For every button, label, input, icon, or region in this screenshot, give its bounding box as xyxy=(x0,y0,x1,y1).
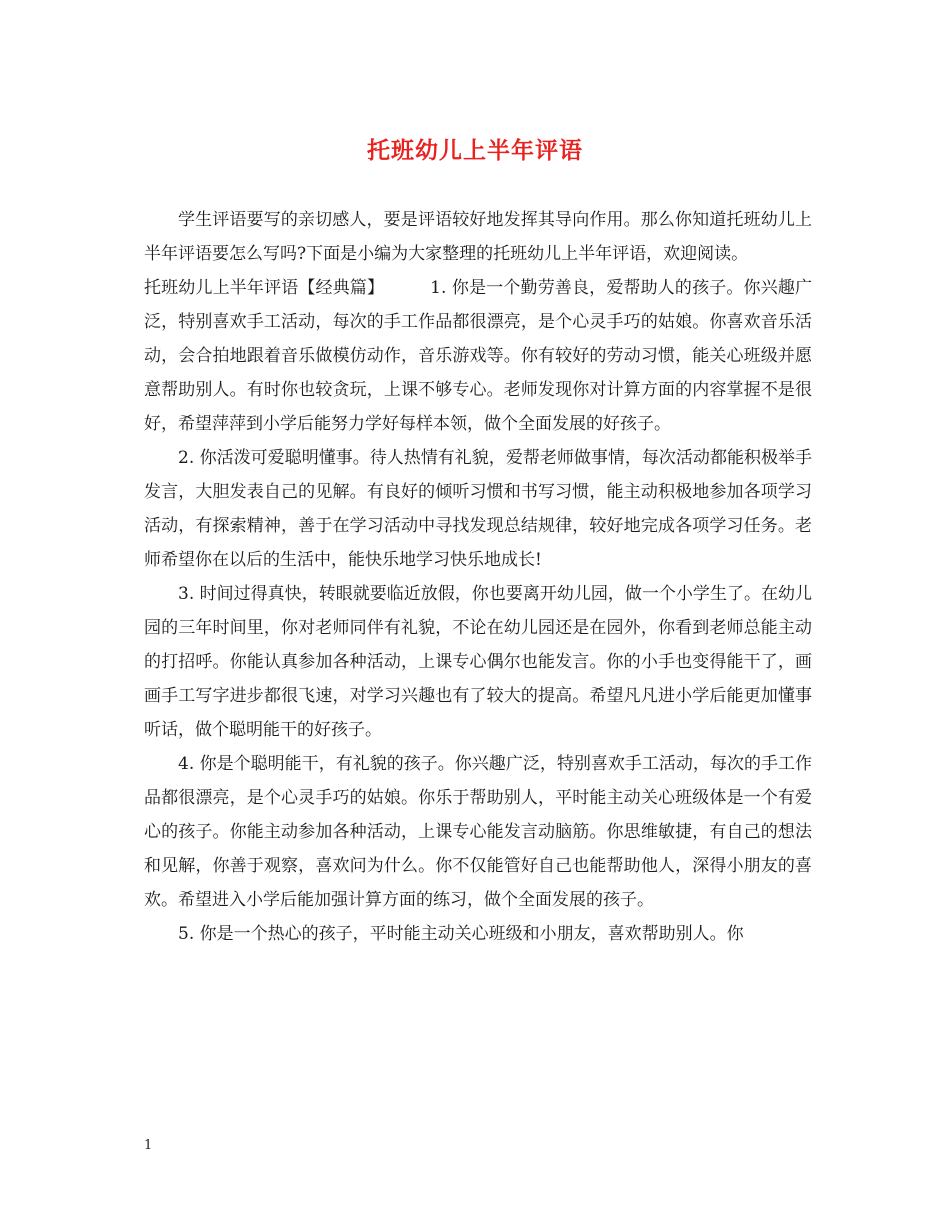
intro-paragraph: 学生评语要写的亲切感人，要是评语较好地发挥其导向作用。那么你知道托班幼儿上半年评语要怎么写吗?下面是小编为大家整理的托班幼儿上半年评语，欢迎阅读。 xyxy=(144,210,812,264)
comment-item-5: 5. 你是一个热心的孩子，平时能主动关心班级和小朋友，喜欢帮助别人。你 xyxy=(178,924,744,944)
page-number: 1 xyxy=(144,1138,153,1153)
document-body xyxy=(144,203,812,951)
section-paragraph xyxy=(144,271,812,441)
comment-item-1: 1. 你是一个勤劳善良，爱帮助人的孩子。你兴趣广泛，特别喜欢手工活动，每次的手工作品都很漂亮，是个心灵手巧的姑娘。你喜欢音乐活动，会合拍地跟着音乐做模仿动作，音乐游戏等。你有较好的劳动习惯，能关心班级并愿意帮助别人。有时你也较贪玩，上课不够专心。老师发现你对计算方面的内容掌握不是很好，希望萍萍到小学后能努力学好每样本领，做个全面发展的好孩子。 xyxy=(144,278,813,434)
section-heading: 托班幼儿上半年评语【经典篇】 xyxy=(144,278,385,298)
comment-item-3: 3. 时间过得真快，转眼就要临近放假，你也要离开幼儿园，做一个小学生了。在幼儿园的三年时间里，你对老师同伴有礼貌，不论在幼儿园还是在园外，你看到老师总能主动的打招呼。你能认真参加各种活动，上课专心偶尔也能发言。你的小手也变得能干了，画画手工写字进步都很飞速，对学习兴趣也有了较大的提高。希望凡凡进小学后能更加懂事听话，做个聪明能干的好孩子。 xyxy=(144,584,812,740)
document-title: 托班幼儿上半年评语 xyxy=(367,137,583,164)
comment-item-4: 4. 你是个聪明能干，有礼貌的孩子。你兴趣广泛，特别喜欢手工活动，每次的手工作品都很漂亮，是个心灵手巧的姑娘。你乐于帮助别人，平时能主动关心班级体是一个有爱心的孩子。你能主动参加各种活动，上课专心能发言动脑筋。你思维敏捷，有自己的想法和见解，你善于观察，喜欢问为什么。你不仅能管好自己也能帮助他人，深得小朋友的喜欢。希望进入小学后能加强计算方面的练习，做个全面发展的孩子。 xyxy=(144,754,812,910)
comment-item-2: 2. 你活泼可爱聪明懂事。待人热情有礼貌，爱帮老师做事情，每次活动都能积极举手发言，大胆发表自己的见解。有良好的倾听习惯和书写习惯，能主动积极地参加各项学习活动，有探索精神，善于在学习活动中寻找发现总结规律，较好地完成各项学习任务。老师希望你在以后的生活中，能快乐地学习快乐地成长! xyxy=(144,448,812,570)
